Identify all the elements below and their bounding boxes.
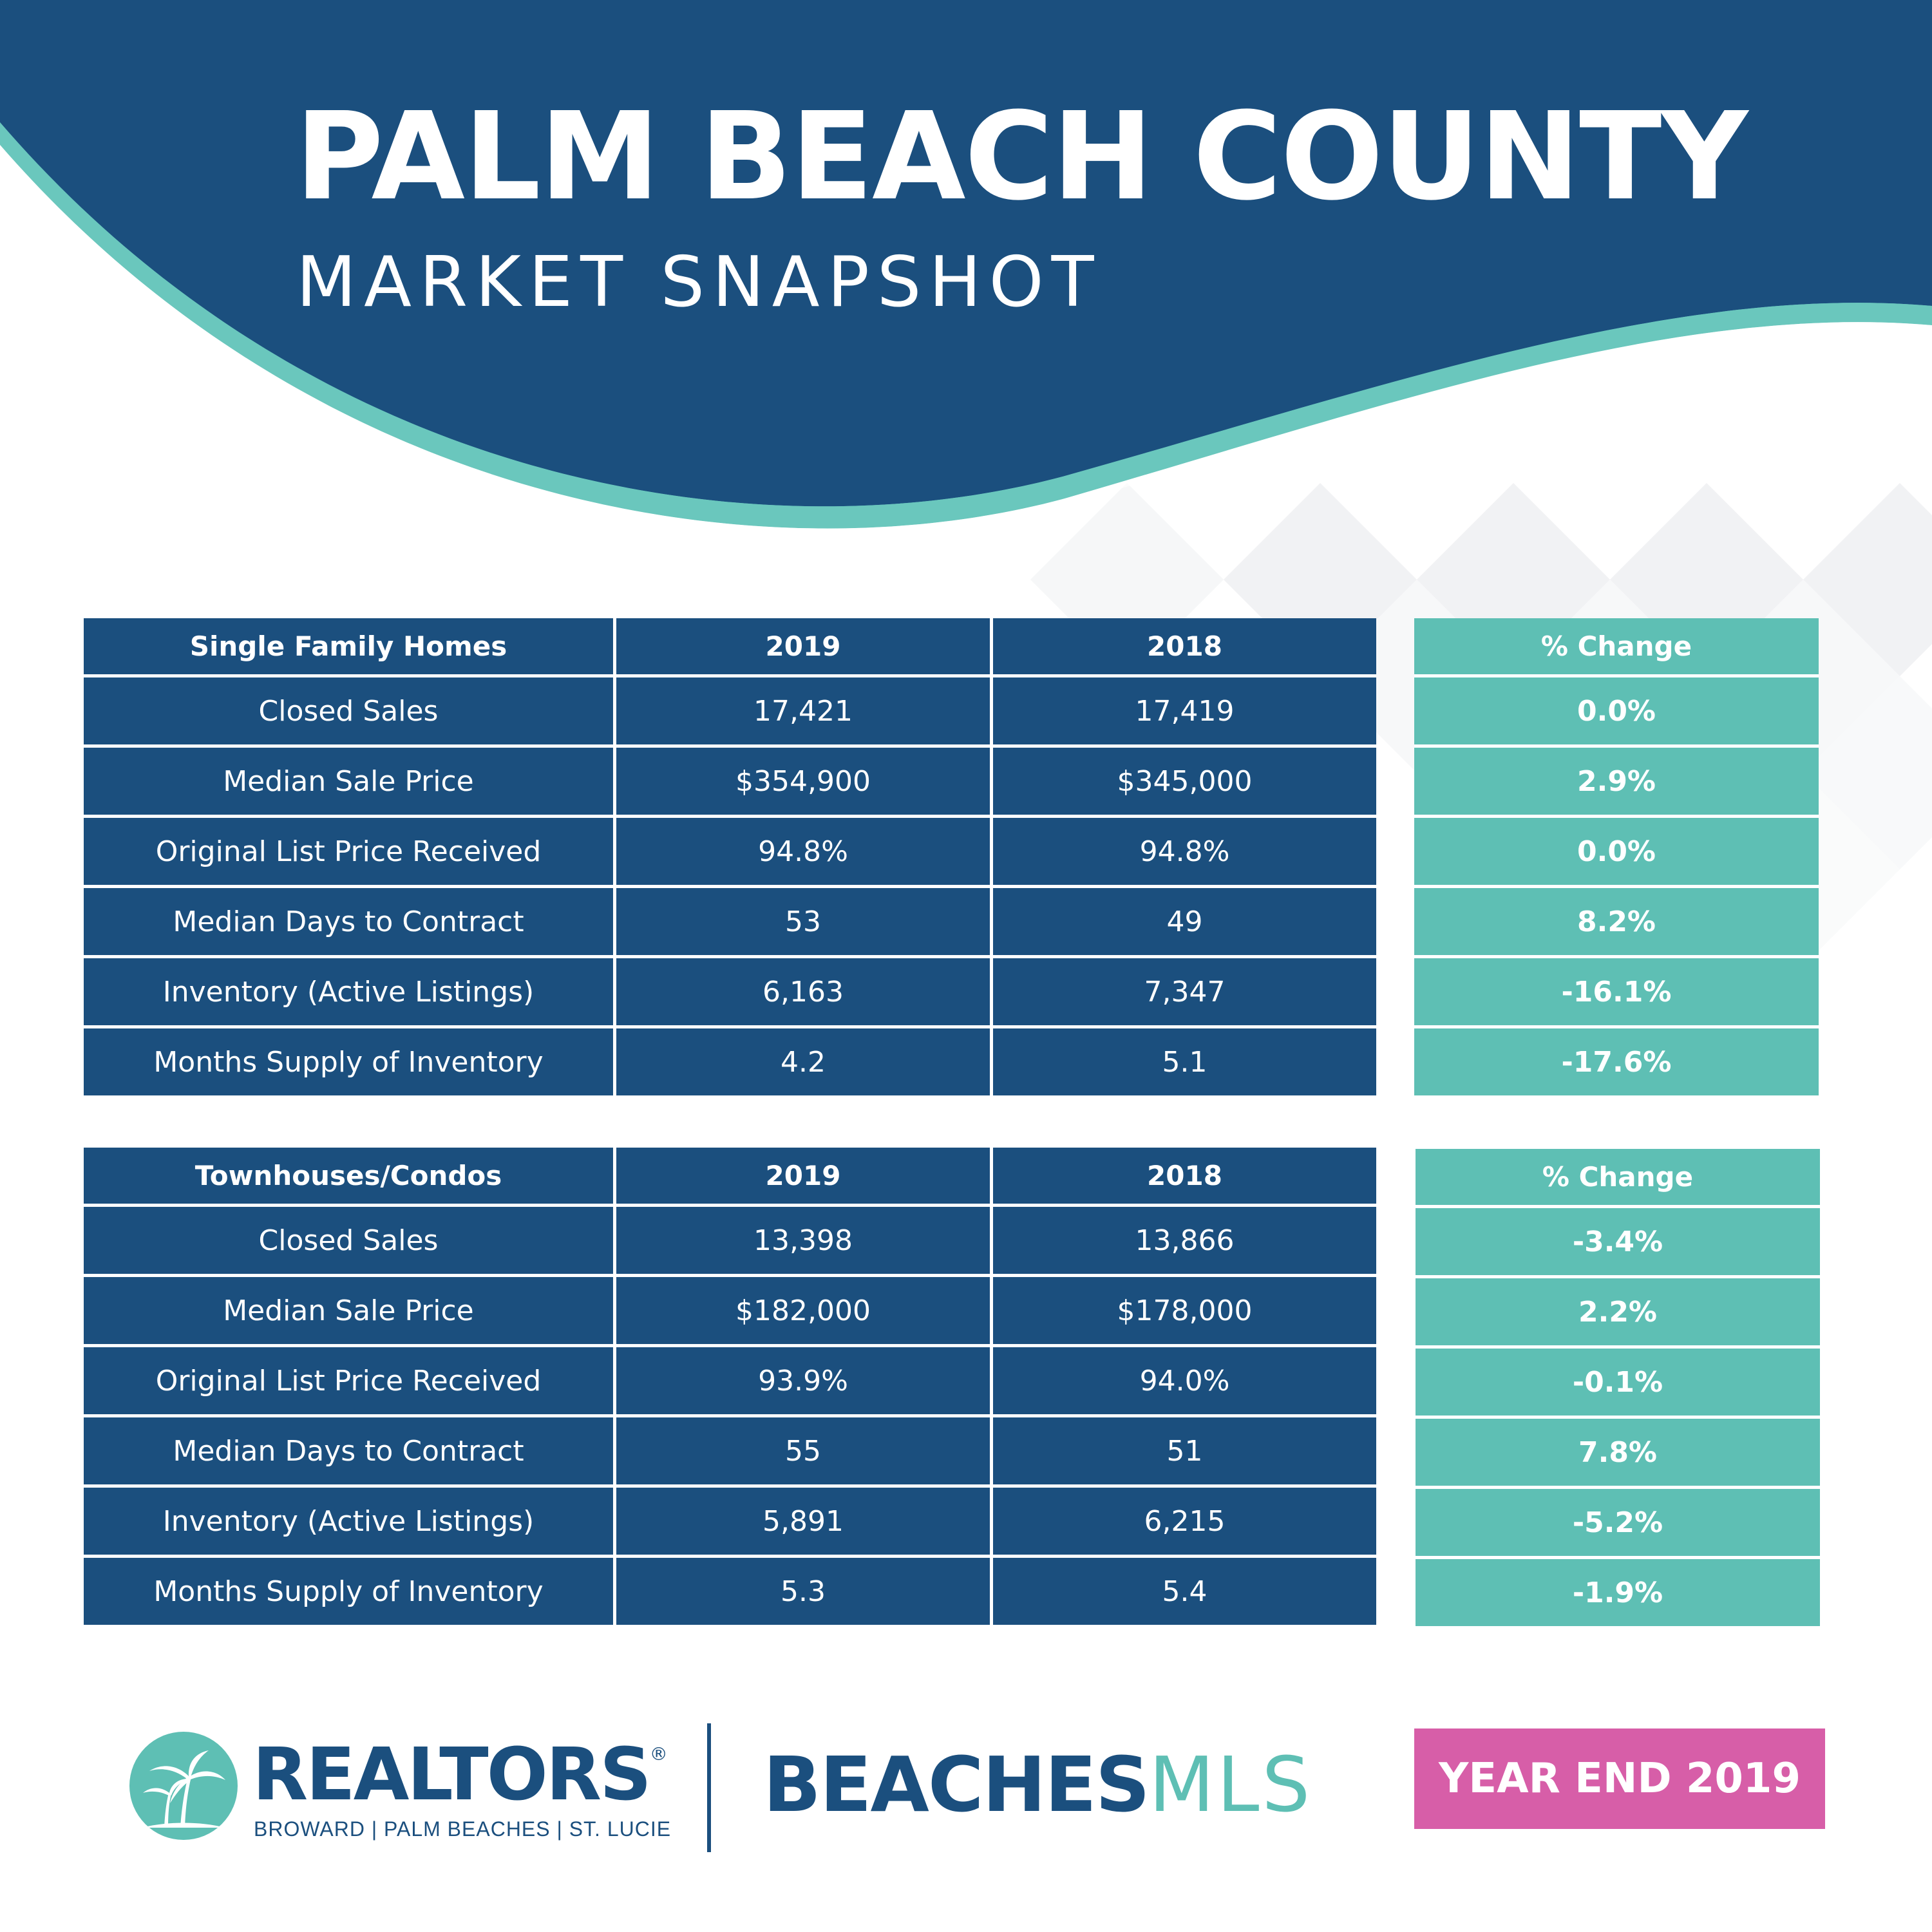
pct-change-value: 2.2% [1416, 1278, 1820, 1349]
row-label: Closed Sales [84, 677, 616, 748]
table-row [84, 1558, 1376, 1625]
column-header-2019: 2019 [616, 1148, 993, 1207]
value-2018: 5.1 [993, 1028, 1376, 1095]
table-row [84, 677, 1376, 748]
table-header-row [84, 618, 1376, 677]
pct-change-value: 7.8% [1416, 1419, 1820, 1489]
value-2019: 53 [616, 888, 993, 958]
pct-change-value: 2.9% [1414, 748, 1819, 818]
realtors-regions: BROWARD | PALM BEACHES | ST. LUCIE [254, 1817, 672, 1841]
pct-change-value: 0.0% [1414, 677, 1819, 748]
table-header-row [1416, 1149, 1820, 1208]
value-2018: $178,000 [993, 1277, 1376, 1347]
value-2018: 17,419 [993, 677, 1376, 748]
value-2018: 94.8% [993, 818, 1376, 888]
pct-change-value: 0.0% [1414, 818, 1819, 888]
value-2019: 5.3 [616, 1558, 993, 1625]
pct-change-value: -17.6% [1414, 1028, 1819, 1095]
pct-change-value: -5.2% [1416, 1489, 1820, 1559]
value-2018: 51 [993, 1417, 1376, 1488]
row-label: Median Days to Contract [84, 888, 616, 958]
page-title: PALM BEACH COUNTY [295, 86, 1747, 227]
registered-mark: ® [649, 1743, 666, 1765]
table-row [1414, 958, 1819, 1028]
table-row [1416, 1278, 1820, 1349]
row-label: Original List Price Received [84, 1347, 616, 1417]
value-2018: 7,347 [993, 958, 1376, 1028]
table-row [84, 1488, 1376, 1558]
pct-change-value: -0.1% [1416, 1349, 1820, 1419]
value-2018: 6,215 [993, 1488, 1376, 1558]
pct-change-value: -3.4% [1416, 1208, 1820, 1278]
value-2019: 17,421 [616, 677, 993, 748]
value-2019: 93.9% [616, 1347, 993, 1417]
table-row [84, 1028, 1376, 1095]
column-header-2018: 2018 [993, 1148, 1376, 1207]
value-2019: 94.8% [616, 818, 993, 888]
row-label: Median Sale Price [84, 748, 616, 818]
column-header-2019: 2019 [616, 618, 993, 677]
row-label: Months Supply of Inventory [84, 1028, 616, 1095]
year-end-badge: YEAR END 2019 [1414, 1728, 1825, 1829]
row-label: Closed Sales [84, 1207, 616, 1277]
single-family-table [84, 618, 1376, 1095]
value-2018: 13,866 [993, 1207, 1376, 1277]
table-row [84, 748, 1376, 818]
single-family-change-table [1414, 618, 1819, 1095]
column-header-category: Townhouses/Condos [84, 1148, 616, 1207]
value-2019: 6,163 [616, 958, 993, 1028]
column-header-pct-change: % Change [1414, 618, 1819, 677]
value-2018: 49 [993, 888, 1376, 958]
mls-wordmark: MLS [1148, 1740, 1313, 1829]
row-label: Median Days to Contract [84, 1417, 616, 1488]
palm-tree-icon [129, 1731, 238, 1841]
table-header-row [1414, 618, 1819, 677]
townhouses-change-table [1416, 1149, 1820, 1626]
table-row [1414, 818, 1819, 888]
table-header-row [84, 1148, 1376, 1207]
row-label: Months Supply of Inventory [84, 1558, 616, 1625]
value-2019: 4.2 [616, 1028, 993, 1095]
table-row [1416, 1208, 1820, 1278]
beaches-wordmark: BEACHES [763, 1740, 1149, 1829]
table-row [84, 1277, 1376, 1347]
row-label: Original List Price Received [84, 818, 616, 888]
row-label: Inventory (Active Listings) [84, 958, 616, 1028]
table-row [84, 1417, 1376, 1488]
footer-divider [707, 1723, 711, 1852]
table-row [1414, 1028, 1819, 1095]
pct-change-value: 8.2% [1414, 888, 1819, 958]
column-header-2018: 2018 [993, 618, 1376, 677]
table-row [1416, 1419, 1820, 1489]
realtors-wordmark: REALTORS® [252, 1733, 666, 1817]
pct-change-value: -1.9% [1416, 1559, 1820, 1626]
table-row [1414, 888, 1819, 958]
table-row [1414, 748, 1819, 818]
table-row [84, 888, 1376, 958]
column-header-pct-change: % Change [1416, 1149, 1820, 1208]
table-row [84, 818, 1376, 888]
value-2018: $345,000 [993, 748, 1376, 818]
table-row [84, 1347, 1376, 1417]
column-header-category: Single Family Homes [84, 618, 616, 677]
value-2019: 55 [616, 1417, 993, 1488]
row-label: Inventory (Active Listings) [84, 1488, 616, 1558]
table-row [84, 1207, 1376, 1277]
value-2018: 94.0% [993, 1347, 1376, 1417]
table-row [1414, 677, 1819, 748]
value-2019: $182,000 [616, 1277, 993, 1347]
value-2019: 5,891 [616, 1488, 993, 1558]
table-row [1416, 1489, 1820, 1559]
value-2018: 5.4 [993, 1558, 1376, 1625]
table-row [84, 958, 1376, 1028]
realtors-logo [129, 1731, 672, 1847]
table-row [1416, 1559, 1820, 1626]
value-2019: $354,900 [616, 748, 993, 818]
page-subtitle: MARKET SNAPSHOT [296, 242, 1102, 323]
table-row [1416, 1349, 1820, 1419]
beaches-mls-wordmark [763, 1740, 1313, 1829]
pct-change-value: -16.1% [1414, 958, 1819, 1028]
townhouses-table [84, 1148, 1376, 1625]
value-2019: 13,398 [616, 1207, 993, 1277]
row-label: Median Sale Price [84, 1277, 616, 1347]
